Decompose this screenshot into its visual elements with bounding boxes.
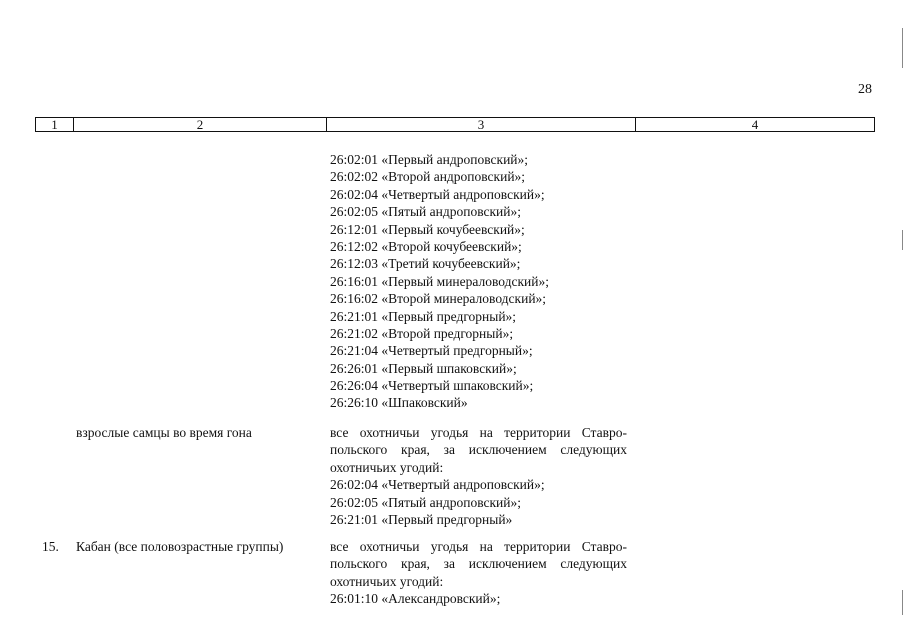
scan-edge-mark <box>902 590 903 615</box>
area-item: 26:26:01 «Первый шпаковский»; <box>330 360 517 376</box>
scan-edge-mark <box>902 28 903 68</box>
area-item: 26:21:01 «Первый предгорный» <box>330 511 513 527</box>
column-number-header <box>35 117 875 132</box>
area-item: 26:21:04 «Четвертый предгорный»; <box>330 343 533 359</box>
area-item: 26:02:01 «Первый андроповский»; <box>330 152 529 167</box>
area-item: 26:02:05 «Пятый андроповский»; <box>330 494 522 510</box>
column-number-3: 3 <box>327 118 636 131</box>
area-item: 26:16:02 «Второй минераловодский»; <box>330 291 547 307</box>
column-number-4: 4 <box>751 117 759 132</box>
areas-intro-line: все охотничьи угодья на территории Ставро- <box>330 539 627 554</box>
area-item: 26:12:02 «Второй кочубеевский»; <box>330 238 522 254</box>
area-item: 26:16:01 «Первый минераловодский»; <box>330 273 550 289</box>
scan-edge-mark <box>902 230 903 250</box>
area-item: 26:02:02 «Второй андроповский»; <box>330 169 526 185</box>
area-item: 26:01:10 «Александровский»; <box>330 591 501 607</box>
areas-intro-line: польского края, за исключением следующих <box>330 442 627 458</box>
area-item: 26:21:01 «Первый предгорный»; <box>330 308 517 324</box>
row-number <box>42 538 59 555</box>
column-number-1: 1 <box>36 118 74 131</box>
row-continuation-areas <box>330 151 549 412</box>
area-item: 26:02:04 «Четвертый андроповский»; <box>330 186 545 202</box>
row-areas <box>330 538 627 608</box>
area-item: 26:12:03 «Третий кочубеевский»; <box>330 256 521 272</box>
areas-intro-line: охотничьих угодий: <box>330 459 444 475</box>
area-item: 26:21:02 «Второй предгорный»; <box>330 325 514 341</box>
row-areas <box>330 424 627 528</box>
areas-intro-line: все охотничьи угодья на территории Ставро- <box>330 425 627 440</box>
areas-intro-line: польского края, за исключением следующих <box>330 556 627 572</box>
column-number-2: 2 <box>74 118 327 131</box>
area-item: 26:26:04 «Четвертый шпаковский»; <box>330 378 534 394</box>
area-item: 26:02:05 «Пятый андроповский»; <box>330 204 522 220</box>
area-item: 26:02:04 «Четвертый андроповский»; <box>330 477 545 493</box>
row-species <box>76 424 252 441</box>
area-item: 26:12:01 «Первый кочубеевский»; <box>330 221 525 237</box>
row-species <box>76 538 283 555</box>
row-number-label: 15. <box>42 539 59 554</box>
species-label: Кабан (все половозрастные группы) <box>76 539 284 554</box>
area-item: 26:26:10 «Шпаковский» <box>330 395 468 411</box>
species-label: взрослые самцы во время гона <box>76 425 252 440</box>
page-number: 28 <box>858 82 872 97</box>
areas-intro-line: охотничьих угодий: <box>330 573 444 589</box>
